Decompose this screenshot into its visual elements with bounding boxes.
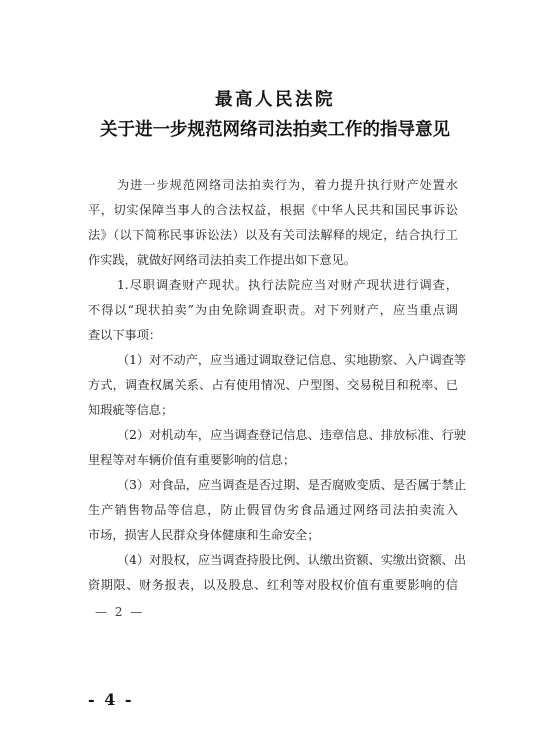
text-line: 1.尽职调查财产现状。执行法院应当对财产现状进行调查， bbox=[117, 278, 458, 292]
text-line: 资期限、财务报表，以及股息、红利等对股权价值有重要影响的信 bbox=[88, 578, 458, 592]
paragraph bbox=[88, 423, 467, 473]
paragraph bbox=[88, 548, 467, 598]
text-line: 作实践，就做好网络司法拍卖工作提出如下意见。 bbox=[88, 253, 357, 267]
text-line: 方式，调查权属关系、占有使用情况、户型图、交易税目和税率、已 bbox=[88, 378, 458, 392]
text-line: 知瑕疵等信息； bbox=[88, 403, 174, 417]
text-line: 不得以“现状拍卖”为由免除调查职责。对下列财产，应当重点调 bbox=[88, 303, 458, 317]
text-line: （2）对机动车，应当调查登记信息、违章信息、排放标准、行驶 bbox=[117, 428, 467, 442]
text-line: 为进一步规范网络司法拍卖行为，着力提升执行财产处置水 bbox=[117, 178, 458, 192]
paragraph bbox=[88, 173, 458, 273]
paragraph bbox=[88, 273, 458, 348]
text-line: 法》（以下简称民事诉讼法）以及有关司法解释的规定，结合执行工 bbox=[88, 228, 458, 242]
outer-page-number: - 4 - bbox=[88, 690, 134, 709]
text-line: 市场，损害人民群众身体健康和生命安全； bbox=[88, 528, 320, 542]
document-issuer-title: 最高人民法院 bbox=[215, 90, 335, 110]
document-title: 关于进一步规范网络司法拍卖工作的指导意见 bbox=[100, 120, 450, 140]
inner-page-number: — 2 — bbox=[95, 605, 145, 619]
text-line: 里程等对车辆价值有重要影响的信息； bbox=[88, 453, 296, 467]
text-line: （1）对不动产，应当通过调取登记信息、实地勘察、入户调查等 bbox=[117, 353, 467, 367]
document-body bbox=[88, 173, 467, 598]
text-line: 生产销售物品等信息，防止假冒伪劣食品通过网络司法拍卖流入 bbox=[88, 503, 458, 517]
text-line: （4）对股权，应当调查持股比例、认缴出资额、实缴出资额、出 bbox=[117, 553, 467, 567]
paragraph bbox=[88, 473, 467, 548]
text-line: 查以下事项： bbox=[88, 328, 162, 342]
text-line: 平，切实保障当事人的合法权益，根据《中华人民共和国民事诉讼 bbox=[88, 203, 458, 217]
text-line: （3）对食品，应当调查是否过期、是否腐败变质、是否属于禁止 bbox=[117, 478, 467, 492]
paragraph bbox=[88, 348, 467, 423]
